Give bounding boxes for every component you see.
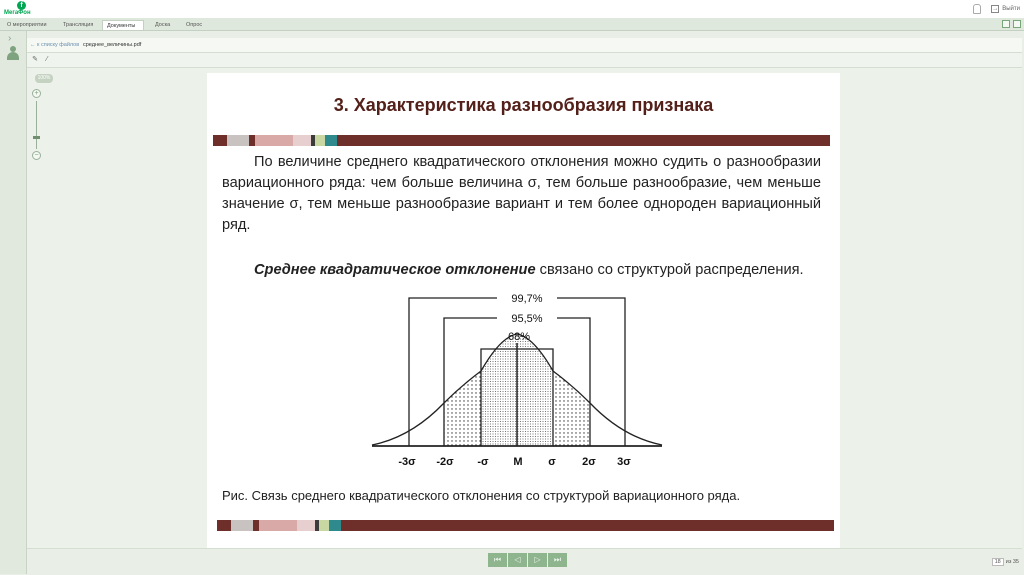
slide-paragraph-1 [222, 152, 821, 236]
slide-title: 3. Характеристика разнообразия признака [333, 95, 714, 115]
axis-label-minus-2sigma: -2σ [436, 456, 454, 468]
band-segment [319, 520, 329, 531]
axis-label-minus-sigma: -σ [477, 456, 489, 468]
normal-distribution-figure [367, 288, 667, 473]
pointer-tool-icon[interactable]: ✎ [32, 56, 38, 63]
zoom-slider-handle[interactable] [33, 136, 40, 139]
label-955: 95,5% [511, 313, 543, 325]
top-bar [0, 0, 1024, 18]
total-pages-label: из 35 [1005, 559, 1019, 565]
band-segment [337, 135, 830, 146]
label-68: 68% [507, 331, 531, 343]
tab-documents[interactable]: Документы [102, 20, 144, 30]
breadcrumb [27, 38, 1022, 53]
current-page-input[interactable]: 18 [992, 558, 1004, 566]
band-segment [315, 135, 325, 146]
logout-icon: → [992, 6, 999, 12]
window-maximize-icon[interactable] [1013, 20, 1021, 28]
band-segment [325, 135, 337, 146]
band-segment [217, 520, 231, 531]
paragraph-2-emphasis: Среднее квадратическое отклонение [254, 262, 536, 278]
axis-label-sigma: σ [548, 456, 556, 468]
paragraph-2-text: связано со структурой распределения. [535, 262, 804, 278]
logo-mark-icon: f [17, 1, 26, 10]
slide-page [207, 73, 840, 548]
top-actions [973, 3, 1020, 15]
logout-button[interactable] [991, 5, 1020, 13]
axis-label-2sigma: 2σ [582, 456, 596, 468]
first-page-icon[interactable]: ⏮ [488, 553, 507, 567]
label-997: 99,7% [511, 293, 543, 305]
zoom-out-icon[interactable]: − [32, 151, 41, 160]
zoom-slider[interactable] [32, 89, 42, 161]
window-restore-icon[interactable] [1002, 20, 1010, 28]
last-page-icon[interactable]: ⏭ [548, 553, 567, 567]
band-segment [293, 135, 311, 146]
slide-paragraph-2 [222, 260, 821, 281]
logout-label: Выйти [1002, 6, 1020, 12]
tab-bar [0, 18, 1024, 31]
page-indicator [992, 558, 1019, 566]
tab-poll[interactable]: Опрос [186, 22, 203, 28]
prev-page-icon[interactable]: ◁ [508, 553, 527, 567]
band-segment [297, 520, 315, 531]
paragraph-1-text: По величине среднего квадратического отклонения можно судить о разнообразии вариационного ряда: чем больше величина σ, тем больше разнообразие, чем меньше значение σ, тем меньше разнообразие вариант и тем более однороден вариационный ряд. [222, 154, 821, 233]
band-segment [213, 135, 227, 146]
participant-icon[interactable] [7, 46, 19, 60]
tab-about[interactable]: О мероприятии [7, 22, 47, 28]
axis-label-3sigma: 3σ [617, 456, 631, 468]
megafon-logo [4, 1, 44, 18]
next-page-icon[interactable]: ▷ [528, 553, 547, 567]
back-to-files-link[interactable]: ← к списку файлов [30, 42, 80, 48]
tab-board[interactable]: Доска [155, 22, 171, 28]
zoom-level-badge: 100% [35, 74, 53, 83]
band-segment [255, 135, 293, 146]
band-segment [231, 520, 253, 531]
pen-tool-icon[interactable]: ⁄ [46, 56, 48, 63]
axis-label-minus-3sigma: -3σ [398, 456, 416, 468]
band-segment [329, 520, 341, 531]
current-file-name: среднее_величины.pdf [83, 42, 142, 48]
chevron-right-icon[interactable]: › [8, 33, 12, 44]
shade-2sigma-right [553, 371, 590, 446]
band-segment [227, 135, 249, 146]
raise-hand-icon[interactable] [973, 4, 981, 14]
bottom-bar [27, 548, 1022, 575]
decorative-band-top [213, 135, 830, 146]
tab-broadcast[interactable]: Трансляция [63, 22, 94, 28]
left-sidebar [0, 31, 27, 574]
figure-caption: Рис. Связь среднего квадратического отклонения со структурой вариационного ряда. [222, 488, 741, 503]
zoom-in-icon[interactable]: + [32, 89, 41, 98]
document-toolbar [27, 53, 1022, 68]
band-segment [341, 520, 834, 531]
logo-text: МегаФон [4, 10, 31, 16]
pager-controls [488, 553, 567, 567]
axis-label-mean: M [513, 456, 523, 468]
band-segment [259, 520, 297, 531]
zoom-track-line [36, 101, 37, 149]
decorative-band-bottom [217, 520, 834, 531]
shade-2sigma-left [444, 371, 481, 446]
